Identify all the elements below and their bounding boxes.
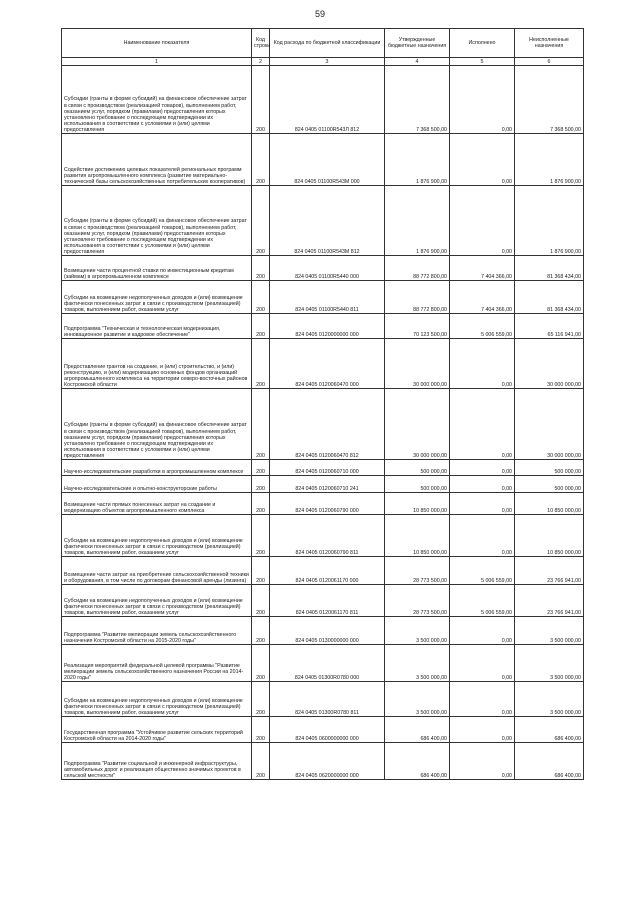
row-code-cell: 200	[252, 389, 270, 460]
row-name-cell: Подпрограмма "Развитие социальной и инженерной инфраструктуры, автомобильных дорог и реализация общественно значимых проектов в сельской местности"	[62, 743, 252, 780]
row-remaining-cell: 3 500 000,00	[515, 682, 584, 717]
row-code-cell: 200	[252, 339, 270, 389]
row-name-cell: Субсидии (гранты в форме субсидий) на финансовое обеспечение затрат в связи с производством (реализацией товаров), выполнением работ, оказанием услуг, порядком (правилами) предоставления которых установлено требование о последующем подтверждении их использования в соответствии с условиями и (или) целями предоставления	[62, 66, 252, 134]
row-classification-cell: 824 0405 01300R0780 000	[270, 645, 385, 682]
table-row	[62, 476, 584, 493]
header-approved: Утвержденные бюджетные назначения	[385, 29, 450, 58]
row-classification-cell: 824 0405 0620000000 000	[270, 743, 385, 780]
row-approved-cell: 88 772 800,00	[385, 281, 450, 314]
row-executed-cell: 0,00	[450, 186, 515, 256]
row-remaining-cell: 30 000 000,00	[515, 339, 584, 389]
row-remaining-cell: 65 116 941,00	[515, 314, 584, 339]
row-name-cell: Субсидии на возмещение недополученных доходов и (или) возмещение фактически понесенных затрат в связи с производством (реализацией) товаров, выполнением работ, оказанием услуг	[62, 281, 252, 314]
row-remaining-cell: 10 850 000,00	[515, 515, 584, 557]
row-name-cell: Возмещение части затрат на приобретение сельскохозяйственной техники и оборудования, в том числе по договорам финансовой аренды (лизинга)	[62, 557, 252, 585]
table-row	[62, 389, 584, 460]
row-executed-cell: 0,00	[450, 476, 515, 493]
row-approved-cell: 1 876 900,00	[385, 134, 450, 186]
table-row	[62, 515, 584, 557]
column-number: 2	[252, 58, 270, 66]
column-number: 1	[62, 58, 252, 66]
row-remaining-cell: 81 368 434,00	[515, 281, 584, 314]
table-row	[62, 66, 584, 134]
row-code-cell: 200	[252, 515, 270, 557]
row-name-cell: Субсидии на возмещение недополученных доходов и (или) возмещение фактически понесенных затрат в связи с производством (реализацией) товаров, выполнением работ, оказанием услуг	[62, 682, 252, 717]
row-approved-cell: 1 876 900,00	[385, 186, 450, 256]
table-row	[62, 281, 584, 314]
table-row	[62, 134, 584, 186]
row-remaining-cell: 1 876 900,00	[515, 134, 584, 186]
row-classification-cell: 824 0405 01100R5440 811	[270, 281, 385, 314]
row-approved-cell: 3 500 000,00	[385, 645, 450, 682]
row-name-cell: Субсидии на возмещение недополученных доходов и (или) возмещение фактически понесенных затрат в связи с производством (реализацией) товаров, выполнением работ, оказанием услуг	[62, 585, 252, 617]
table-row	[62, 743, 584, 780]
row-remaining-cell: 23 766 941,00	[515, 585, 584, 617]
row-classification-cell: 824 0405 01100R543Л 812	[270, 66, 385, 134]
row-executed-cell: 5 006 559,00	[450, 557, 515, 585]
row-code-cell: 200	[252, 557, 270, 585]
header-executed: Исполнено	[450, 29, 515, 58]
row-remaining-cell: 81 368 434,00	[515, 256, 584, 281]
row-remaining-cell: 686 400,00	[515, 717, 584, 743]
row-code-cell: 200	[252, 134, 270, 186]
row-classification-cell: 824 0405 0120061170 000	[270, 557, 385, 585]
row-classification-cell: 824 0405 0120060710 000	[270, 460, 385, 476]
row-classification-cell: 824 0405 01100R543М 000	[270, 134, 385, 186]
header-classification: Код расхода по бюджетной классификации	[270, 29, 385, 58]
header-code: Код строки	[252, 29, 270, 58]
row-code-cell: 200	[252, 717, 270, 743]
row-executed-cell: 5 006 559,00	[450, 314, 515, 339]
row-approved-cell: 3 500 000,00	[385, 617, 450, 645]
row-code-cell: 200	[252, 617, 270, 645]
row-name-cell: Государственная программа "Устойчивое развитие сельских территорий Костромской области на 2014-2020 годы"	[62, 717, 252, 743]
header-remaining: Неисполненные назначения	[515, 29, 584, 58]
row-executed-cell: 0,00	[450, 645, 515, 682]
row-name-cell: Возмещение части процентной ставки по инвестиционным кредитам (займам) в агропромышленном комплексе	[62, 256, 252, 281]
row-remaining-cell: 30 000 000,00	[515, 389, 584, 460]
row-approved-cell: 7 368 500,00	[385, 66, 450, 134]
row-code-cell: 200	[252, 476, 270, 493]
row-name-cell: Субсидии на возмещение недополученных доходов и (или) возмещение фактически понесенных затрат в связи с производством (реализацией) товаров, выполнением работ, оказанием услуг	[62, 515, 252, 557]
row-remaining-cell: 500 000,00	[515, 476, 584, 493]
table-row	[62, 585, 584, 617]
row-name-cell: Субсидии (гранты в форме субсидий) на финансовое обеспечение затрат в связи с производством (реализацией товаров), выполнением работ, оказанием услуг, порядком (правилами) предоставления которых установлено требование о последующем подтверждении их использования в соответствии с условиями и (или) целями предоставления	[62, 389, 252, 460]
row-executed-cell: 0,00	[450, 743, 515, 780]
row-approved-cell: 10 850 000,00	[385, 493, 450, 515]
row-classification-cell: 824 0405 01100R5440 000	[270, 256, 385, 281]
row-remaining-cell: 7 368 500,00	[515, 66, 584, 134]
row-remaining-cell: 3 500 000,00	[515, 645, 584, 682]
table-row	[62, 717, 584, 743]
row-name-cell: Содействие достижению целевых показателей региональных программ развития агропромышленного комплекса (развитие материально-технической базы сельскохозяйственных потребительских кооперативов)	[62, 134, 252, 186]
row-approved-cell: 28 773 500,00	[385, 585, 450, 617]
table-row	[62, 493, 584, 515]
row-executed-cell: 5 006 559,00	[450, 585, 515, 617]
row-remaining-cell: 3 500 000,00	[515, 617, 584, 645]
row-code-cell: 200	[252, 460, 270, 476]
table-row	[62, 314, 584, 339]
column-number: 5	[450, 58, 515, 66]
row-classification-cell: 824 0405 0120060790 811	[270, 515, 385, 557]
column-number-row	[62, 58, 584, 66]
row-name-cell: Субсидии (гранты в форме субсидий) на финансовое обеспечение затрат в связи с производством (реализацией товаров), выполнением работ, оказанием услуг, порядком (правилами) предоставления которых установлено требование о последующем подтверждении их использования в соответствии с условиями и (или) целями предоставления	[62, 186, 252, 256]
row-classification-cell: 824 0405 0120060470 000	[270, 339, 385, 389]
column-number: 4	[385, 58, 450, 66]
row-name-cell: Научно-исследовательские и опытно-конструкторские работы	[62, 476, 252, 493]
row-executed-cell: 0,00	[450, 389, 515, 460]
row-executed-cell: 0,00	[450, 339, 515, 389]
row-approved-cell: 500 000,00	[385, 476, 450, 493]
page-number: 59	[314, 9, 325, 19]
row-code-cell: 200	[252, 66, 270, 134]
header-name: Наименование показателя	[62, 29, 252, 58]
row-classification-cell: 824 0405 0120060470 812	[270, 389, 385, 460]
row-name-cell: Возмещение части прямых понесенных затрат на создание и модернизацию объектов агропромышленного комплекса	[62, 493, 252, 515]
row-approved-cell: 30 000 000,00	[385, 389, 450, 460]
row-classification-cell: 824 0405 0120060790 000	[270, 493, 385, 515]
row-classification-cell: 824 0405 0120060710 241	[270, 476, 385, 493]
row-executed-cell: 0,00	[450, 460, 515, 476]
row-code-cell: 200	[252, 743, 270, 780]
row-name-cell: Подпрограмма "Развитие мелиорации земель сельскохозяйственного назначения Костромской области на 2015-2020 годы"	[62, 617, 252, 645]
table-row	[62, 557, 584, 585]
row-executed-cell: 0,00	[450, 515, 515, 557]
row-classification-cell: 824 0405 01100R543М 812	[270, 186, 385, 256]
column-number: 6	[515, 58, 584, 66]
row-approved-cell: 28 773 500,00	[385, 557, 450, 585]
row-executed-cell: 7 404 366,00	[450, 281, 515, 314]
row-classification-cell: 824 0405 01300R0780 811	[270, 682, 385, 717]
row-name-cell: Подпрограмма "Техническая и технологическая модернизация, инновационное развитие и кадровое обеспечение"	[62, 314, 252, 339]
row-approved-cell: 686 400,00	[385, 717, 450, 743]
row-executed-cell: 7 404 366,00	[450, 256, 515, 281]
table-header-row	[62, 29, 584, 58]
row-classification-cell: 824 0405 0120061170 811	[270, 585, 385, 617]
row-name-cell: Реализация мероприятий федеральной целевой программы "Развитие мелиорации земель сельскохозяйственного назначения России на 2014-2020 годы"	[62, 645, 252, 682]
row-code-cell: 200	[252, 314, 270, 339]
table-row	[62, 617, 584, 645]
row-classification-cell: 824 0405 0120000000 000	[270, 314, 385, 339]
row-name-cell: Научно-исследовательские разработки в агропромышленном комплексе	[62, 460, 252, 476]
row-remaining-cell: 23 766 941,00	[515, 557, 584, 585]
table-row	[62, 645, 584, 682]
table-body	[62, 66, 584, 780]
row-remaining-cell: 686 400,00	[515, 743, 584, 780]
row-executed-cell: 0,00	[450, 617, 515, 645]
row-approved-cell: 686 400,00	[385, 743, 450, 780]
row-code-cell: 200	[252, 493, 270, 515]
row-code-cell: 200	[252, 186, 270, 256]
row-executed-cell: 0,00	[450, 493, 515, 515]
row-remaining-cell: 500 000,00	[515, 460, 584, 476]
table-row	[62, 682, 584, 717]
row-approved-cell: 88 772 800,00	[385, 256, 450, 281]
row-name-cell: Предоставление грантов на создание, и (или) строительство, и (или) реконструкцию, и (или) модернизацию основных фондов организаций агропромышленного комплекса на территории северо-восточных районов Костромской области	[62, 339, 252, 389]
budget-execution-table	[61, 28, 584, 780]
row-code-cell: 200	[252, 281, 270, 314]
row-executed-cell: 0,00	[450, 682, 515, 717]
column-number: 3	[270, 58, 385, 66]
row-approved-cell: 10 850 000,00	[385, 515, 450, 557]
table-row	[62, 339, 584, 389]
row-remaining-cell: 1 876 900,00	[515, 186, 584, 256]
row-executed-cell: 0,00	[450, 134, 515, 186]
row-approved-cell: 70 123 500,00	[385, 314, 450, 339]
row-classification-cell: 824 0405 0600000000 000	[270, 717, 385, 743]
table-row	[62, 256, 584, 281]
row-executed-cell: 0,00	[450, 717, 515, 743]
row-approved-cell: 500 000,00	[385, 460, 450, 476]
row-approved-cell: 3 500 000,00	[385, 682, 450, 717]
table-row	[62, 186, 584, 256]
row-remaining-cell: 10 850 000,00	[515, 493, 584, 515]
row-code-cell: 200	[252, 585, 270, 617]
row-approved-cell: 30 000 000,00	[385, 339, 450, 389]
row-classification-cell: 824 0405 0130000000 000	[270, 617, 385, 645]
row-code-cell: 200	[252, 682, 270, 717]
row-executed-cell: 0,00	[450, 66, 515, 134]
row-code-cell: 200	[252, 256, 270, 281]
row-code-cell: 200	[252, 645, 270, 682]
table-row	[62, 460, 584, 476]
